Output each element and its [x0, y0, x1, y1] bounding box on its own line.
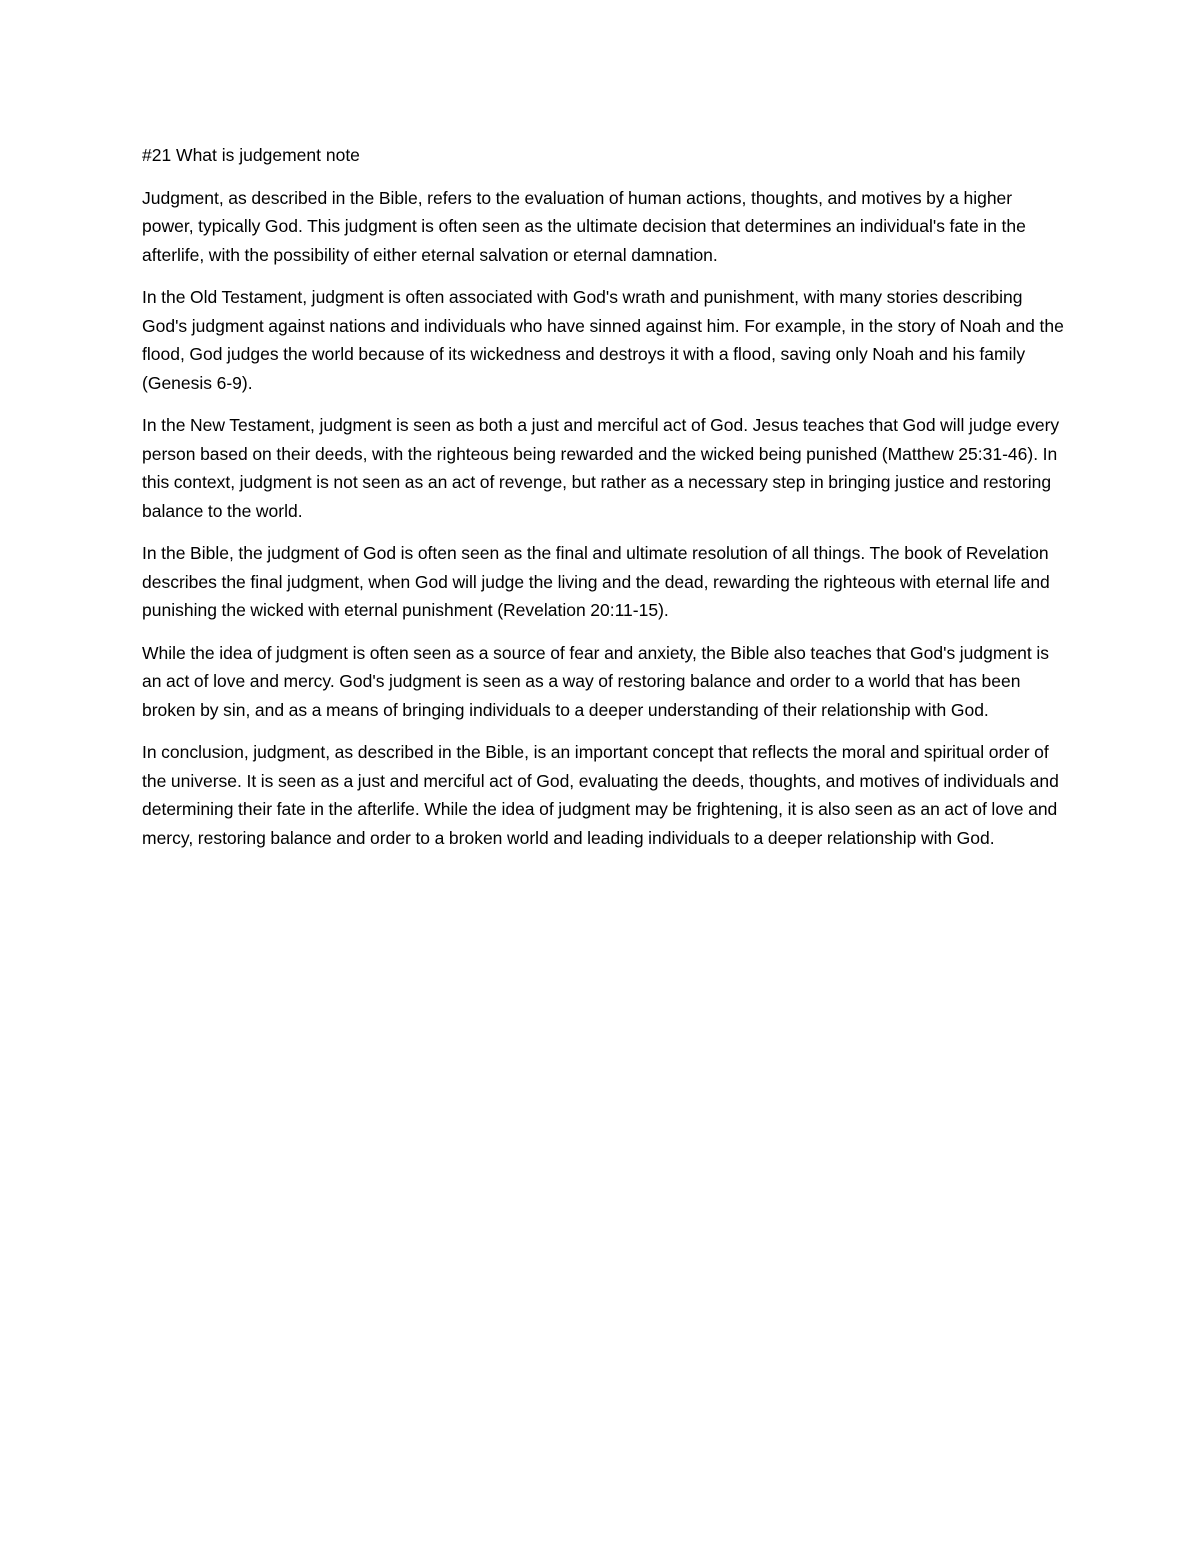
paragraph-intro: Judgment, as described in the Bible, refers to the evaluation of human actions, thoughts, and motives by a higher power, typically God. This judgment is often seen as the ultimate decision that determines an individual's fate in the afterlife, with the possibility of either eternal salvation or eternal damnation. — [142, 187, 1026, 265]
document-body — [142, 141, 1064, 866]
paragraph-final-judgment: In the Bible, the judgment of God is often seen as the final and ultimate resolution of all things. The book of Revelation describes the final judgment, when God will judge the living and the dead, rewarding the righteous with eternal life and punishing the wicked with eternal punishment (Revelation 20:11-15). — [142, 543, 1050, 620]
paragraph-old-testament: In the Old Testament, judgment is often associated with God's wrath and punishment, with many stories describing God's judgment against nations and individuals who have sinned against him. For example, in the story of Noah and the flood, God judges the world because of its wickedness and destroys it with a flood, saving only Noah and his family (Genesis 6-9). — [142, 287, 1064, 393]
paragraph-conclusion: In conclusion, judgment, as described in the Bible, is an important concept that reflects the moral and spiritual order of the universe. It is seen as a just and merciful act of God, evaluating the deeds, thoughts, and motives of individuals and determining their fate in the afterlife. While the idea of judgment may be frightening, it is also seen as an act of love and mercy, restoring balance and order to a broken world and leading individuals to a deeper relationship with God. — [142, 742, 1059, 848]
paragraph-love-and-mercy: While the idea of judgment is often seen as a source of fear and anxiety, the Bible also teaches that God's judgment is an act of love and mercy. God's judgment is seen as a way of restoring balance and order to a world that has been broken by sin, and as a means of bringing individuals to a deeper understanding of their relationship with God. — [142, 642, 1049, 720]
document-title: #21 What is judgement note — [142, 145, 360, 165]
paragraph-new-testament: In the New Testament, judgment is seen as both a just and merciful act of God. Jesus teaches that God will judge every person based on their deeds, with the righteous being rewarded and the wicked being punished (Matthew 25:31-46). In this context, judgment is not seen as an act of revenge, but rather as a necessary step in bringing justice and restoring balance to the world. — [142, 415, 1060, 521]
